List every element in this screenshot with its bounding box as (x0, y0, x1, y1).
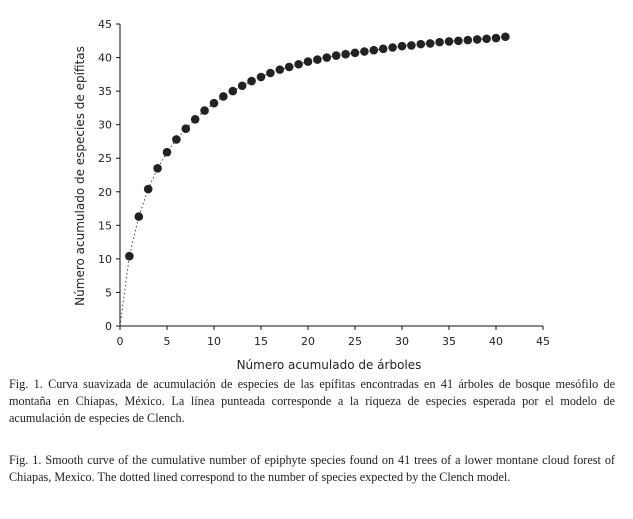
observed-points (125, 32, 510, 260)
caption-spanish: Fig. 1. Curva suavizada de acumulación de especies de las epífitas encontradas en 41 árboles de bosque mesófilo de montaña en Chiapas, México. La línea punteada corresponde a la riqueza de especies esperada por el modelo de acumulación de especies de Clench. (9, 377, 615, 425)
data-point (172, 135, 181, 144)
data-point (445, 37, 454, 46)
y-tick-label: 25 (98, 152, 112, 166)
data-point (313, 55, 322, 64)
data-point (229, 87, 238, 96)
data-point (417, 40, 426, 49)
x-tick-label: 25 (348, 335, 362, 348)
data-point (125, 252, 134, 261)
data-point (435, 38, 444, 47)
data-point (454, 36, 463, 45)
y-tick-label: 15 (98, 219, 112, 233)
data-point (388, 43, 397, 52)
y-tick-label: 20 (98, 185, 112, 199)
clench-model-dotted-line (120, 37, 505, 326)
y-tick-label: 5 (105, 286, 112, 300)
y-tick-label: 35 (98, 85, 112, 99)
y-tick-label: 10 (98, 252, 112, 266)
data-point (219, 92, 228, 101)
data-point (407, 41, 416, 50)
data-point (285, 63, 294, 72)
data-point (257, 73, 266, 82)
data-point (332, 51, 341, 60)
y-tick-label: 30 (98, 118, 112, 132)
x-tick-label: 15 (254, 335, 268, 348)
data-point (210, 99, 219, 108)
data-point (200, 106, 209, 115)
data-point (426, 39, 435, 48)
data-point (294, 60, 303, 69)
x-tick-label: 40 (489, 335, 503, 348)
data-point (482, 34, 491, 43)
x-tick-label: 20 (301, 335, 315, 348)
data-point (135, 212, 144, 221)
data-point (464, 36, 473, 45)
data-point (191, 115, 200, 124)
y-tick-label: 0 (105, 320, 112, 333)
data-point (182, 124, 191, 133)
x-axis-label: Número acumulado de árboles (236, 358, 422, 370)
data-point (370, 46, 379, 55)
data-point (492, 34, 501, 43)
data-point (473, 35, 482, 44)
data-point (360, 47, 369, 56)
data-point (398, 42, 407, 51)
y-tick-label: 40 (98, 51, 112, 65)
y-axis-label: Número acumulado de especies de epífitas (73, 46, 87, 306)
data-point (266, 69, 275, 78)
x-tick-label: 35 (442, 335, 456, 348)
x-tick-label: 45 (536, 335, 550, 348)
data-point (153, 164, 162, 173)
data-point (238, 81, 247, 90)
x-tick-label: 30 (395, 335, 409, 348)
data-point (323, 53, 332, 62)
x-tick-label: 5 (163, 335, 171, 348)
y-tick-label: 45 (98, 18, 112, 31)
chart-axes (98, 18, 550, 348)
x-tick-label: 0 (116, 335, 124, 348)
data-point (341, 50, 350, 59)
clench-model-line (120, 37, 505, 326)
data-point (379, 45, 388, 54)
x-tick-label: 10 (207, 335, 221, 348)
data-point (304, 57, 313, 66)
data-point (276, 65, 285, 74)
data-point (351, 49, 360, 58)
data-point (501, 32, 510, 41)
data-point (163, 148, 172, 157)
data-point (144, 185, 153, 194)
caption-english: Fig. 1. Smooth curve of the cumulative number of epiphyte species found on 41 trees of a lower montane cloud forest of Chiapas, Mexico. The dotted lined correspond to the number of species expected by the Clench model. (9, 453, 615, 484)
data-point (247, 77, 256, 86)
